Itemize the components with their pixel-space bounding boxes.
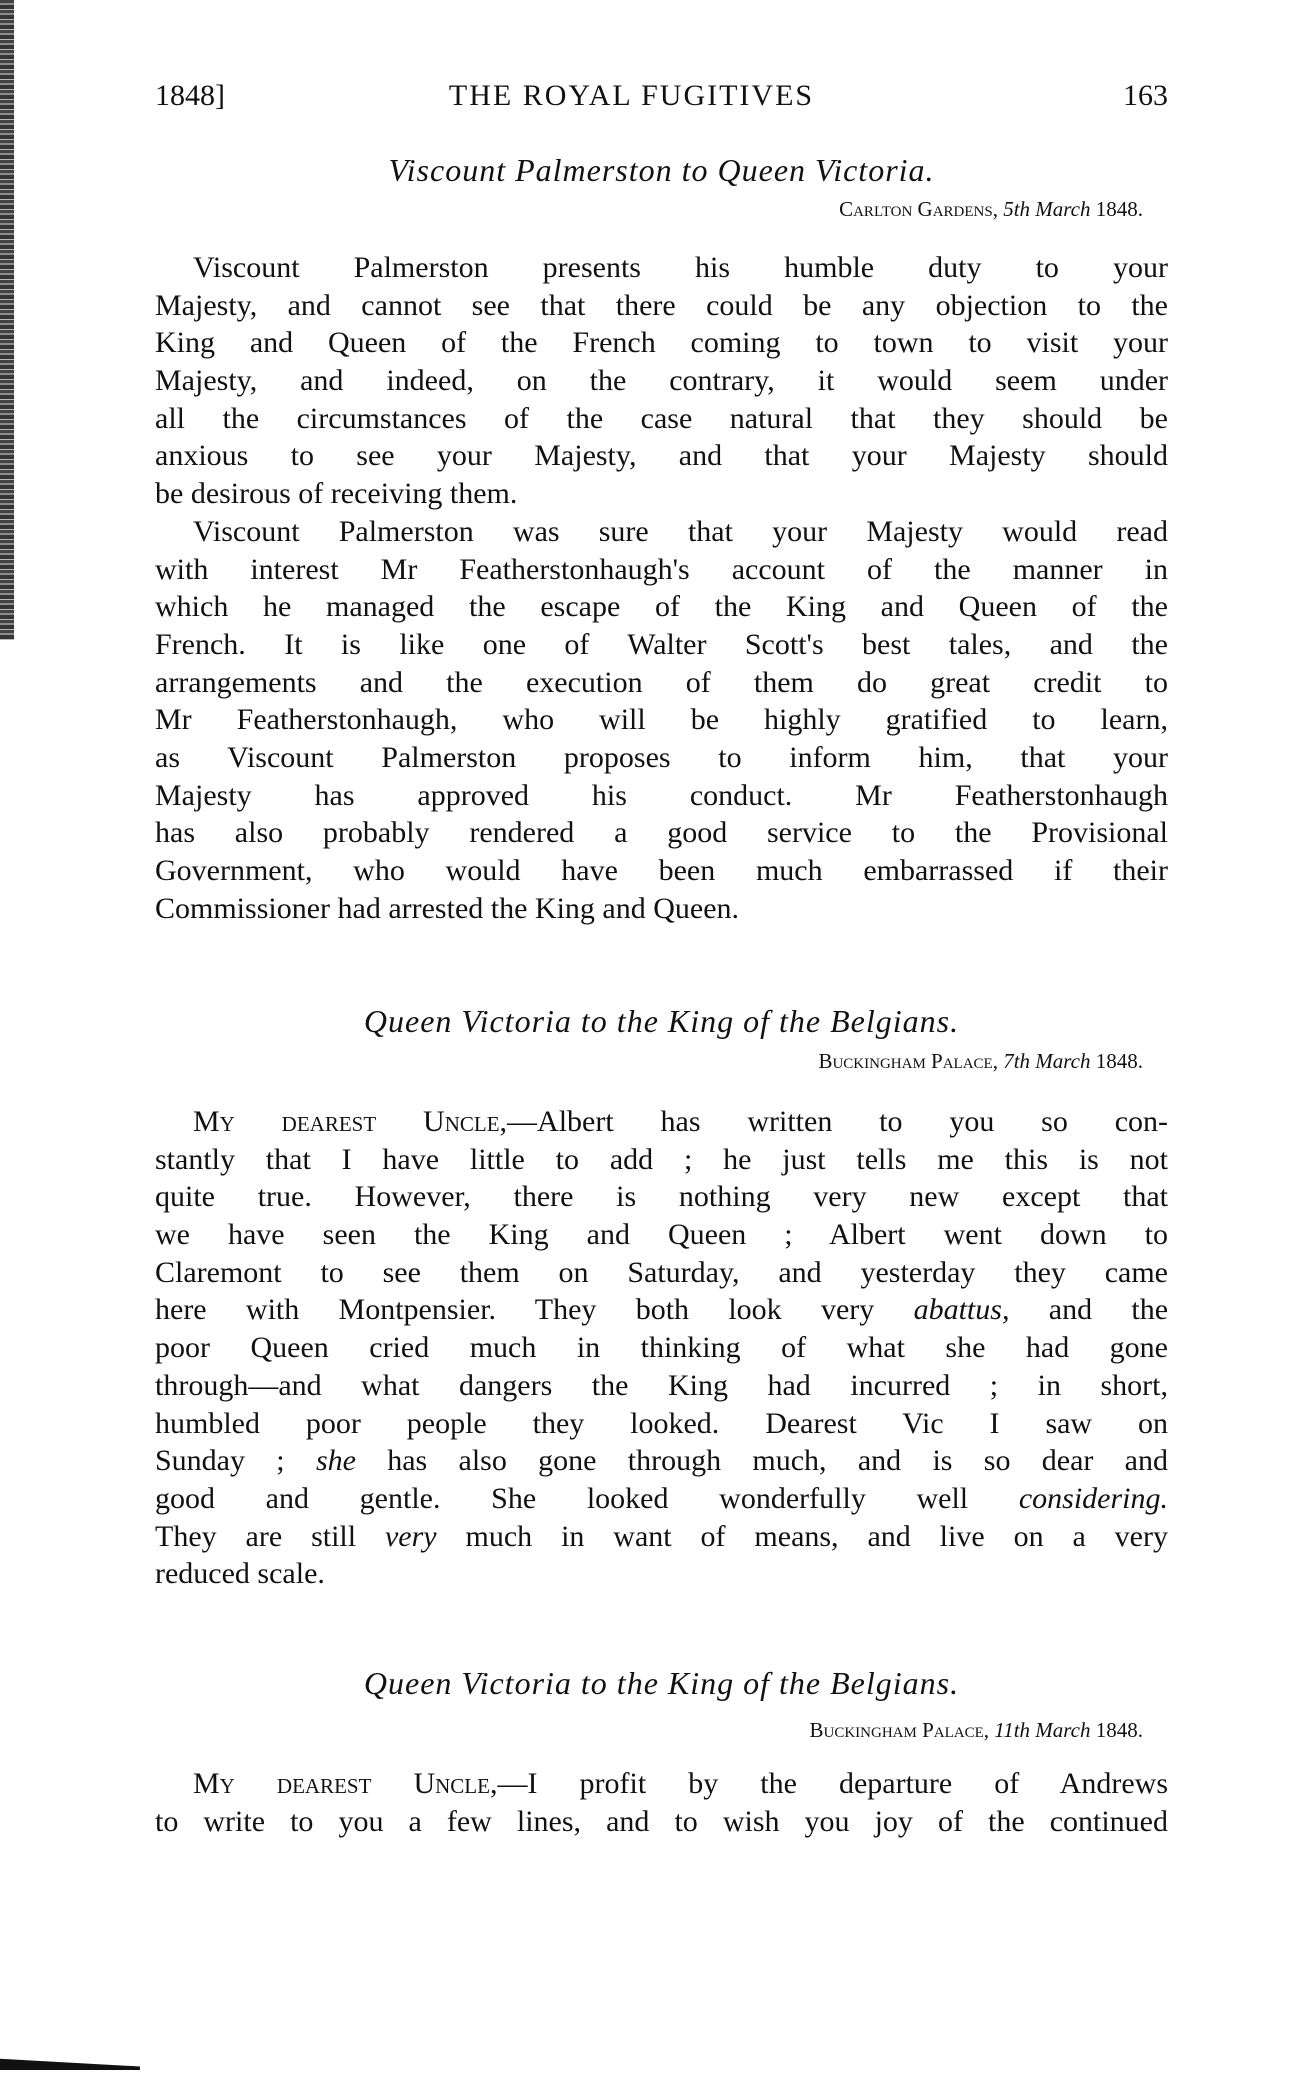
text-line — [155, 739, 1168, 777]
text-segment: Viscount Palmerston presents his humble duty to your — [193, 251, 1168, 284]
text-segment: here with Montpensier. They both look very — [155, 1293, 914, 1327]
text-segment: reduced scale. — [155, 1557, 325, 1591]
text-segment: Government, who would have been much embarrassed if their — [155, 854, 1168, 887]
text-line — [155, 1291, 1168, 1329]
text-segment: Mr Featherstonhaugh, who will be highly gratified to learn, — [155, 703, 1168, 737]
dateline-place: Buckingham Palace, — [809, 1718, 990, 1742]
text-segment: poor Queen cried much in thinking of what she had gone — [155, 1331, 1168, 1365]
text-line — [155, 362, 1168, 400]
text-segment: anxious to see your Majesty, and that your Majesty should — [155, 439, 1168, 473]
text-line — [155, 626, 1168, 664]
text-line — [155, 814, 1168, 852]
text-segment: be desirous of receiving them. — [155, 477, 518, 511]
text-line — [155, 852, 1168, 890]
text-segment: with interest Mr Featherstonhaugh's account of the manner in — [155, 552, 1168, 586]
letter-dateline — [155, 1717, 1143, 1743]
page-number: 163 — [1123, 79, 1168, 112]
text-segment: as Viscount Palmerston proposes to inform him, that your — [155, 740, 1168, 774]
text-line — [155, 1555, 1168, 1593]
italic-text: considering. — [1018, 1481, 1168, 1515]
text-segment: Sunday ; — [155, 1444, 316, 1478]
text-line — [155, 400, 1168, 438]
italic-text: very — [384, 1519, 437, 1553]
text-line — [155, 1178, 1168, 1216]
text-line — [155, 1329, 1168, 1367]
text-line — [155, 1141, 1168, 1179]
text-line — [155, 551, 1168, 589]
text-segment: They are still — [155, 1519, 385, 1553]
text-segment: much in want of means, and live on a very — [436, 1519, 1168, 1553]
text-line — [155, 1254, 1168, 1292]
text-segment: to write to you a few lines, and to wish you joy of the continued — [155, 1804, 1168, 1838]
text-line — [155, 1367, 1168, 1405]
dateline-day: 5th March — [1003, 197, 1091, 221]
text-line — [155, 1480, 1168, 1518]
text-line — [155, 1518, 1168, 1556]
text-line — [155, 1442, 1168, 1480]
dateline-day: 11th March — [994, 1718, 1091, 1742]
text-segment: French. It is like one of Walter Scott's best tales, and the — [155, 627, 1168, 661]
dateline-place: Buckingham Palace, — [818, 1049, 998, 1073]
text-line — [155, 437, 1168, 475]
text-segment: all the circumstances of the case natural that they should be — [155, 401, 1168, 435]
running-header — [155, 76, 1168, 116]
text-segment: we have seen the King and Queen ; Albert went down to — [155, 1218, 1168, 1252]
text-line — [155, 287, 1168, 325]
text-segment: good and gentle. She looked wonderfully well — [155, 1481, 1019, 1515]
dateline-place: Carlton Gardens, — [839, 197, 998, 221]
text-segment: humbled poor people they looked. Dearest Vic I saw on — [155, 1406, 1168, 1440]
text-line — [155, 1103, 1168, 1141]
text-line — [155, 475, 1168, 513]
text-segment: stantly that I have little to add ; he just tells me this is not — [155, 1142, 1168, 1176]
letter-body — [155, 1103, 1168, 1593]
text-segment: and the — [1009, 1293, 1169, 1327]
letter-dateline — [155, 196, 1143, 222]
dateline-year: 1848. — [1095, 197, 1143, 221]
text-line — [155, 1405, 1168, 1443]
dateline-day: 7th March — [1003, 1049, 1091, 1073]
page-edge-shadow — [0, 0, 14, 640]
text-line — [155, 1803, 1168, 1841]
text-line — [155, 1765, 1168, 1803]
text-segment: through—and what dangers the King had incurred ; in short, — [155, 1368, 1168, 1402]
italic-text: abattus, — [913, 1293, 1010, 1327]
text-line — [155, 777, 1168, 815]
text-segment: Majesty, and indeed, on the contrary, it would seem under — [155, 364, 1168, 398]
running-title: THE ROYAL FUGITIVES — [448, 79, 815, 112]
text-segment: Majesty, and cannot see that there could be any objection to the — [155, 288, 1168, 322]
text-segment: —I profit by the departure of Andrews — [497, 1767, 1168, 1800]
text-segment: Majesty has approved his conduct. Mr Featherstonhaugh — [155, 778, 1168, 812]
salutation: My dearest Uncle, — [193, 1767, 498, 1800]
text-segment: Claremont to see them on Saturday, and yesterday they came — [155, 1255, 1168, 1289]
text-segment: Viscount Palmerston was sure that your Majesty would read — [193, 514, 1168, 548]
letter-dateline — [155, 1048, 1143, 1074]
letter-title: Queen Victoria to the King of the Belgians. — [363, 1665, 960, 1701]
text-line — [155, 701, 1168, 739]
text-segment: King and Queen of the French coming to town to visit your — [155, 326, 1168, 360]
text-segment: which he managed the escape of the King and Queen of the — [155, 590, 1168, 624]
text-segment: —Albert has written to you so con- — [507, 1105, 1169, 1138]
header-year: 1848] — [155, 79, 225, 112]
text-segment: has also probably rendered a good service to the Provisional — [155, 816, 1168, 850]
text-segment: quite true. However, there is nothing very new except that — [155, 1180, 1168, 1214]
text-segment: Commissioner had arrested the King and Queen. — [155, 891, 740, 925]
text-line — [155, 1216, 1168, 1254]
salutation: My dearest Uncle, — [193, 1105, 508, 1138]
text-line — [155, 249, 1168, 287]
letter-title: Queen Victoria to the King of the Belgians. — [363, 1003, 960, 1039]
text-line — [155, 890, 1168, 928]
dateline-year: 1848. — [1095, 1049, 1143, 1073]
italic-text: she — [315, 1444, 356, 1478]
text-segment: arrangements and the execution of them do great credit to — [155, 665, 1168, 699]
text-line — [155, 324, 1168, 362]
dateline-year: 1848. — [1095, 1718, 1143, 1742]
letter-body — [155, 249, 1168, 927]
scan-artifact — [0, 2056, 140, 2070]
text-line — [155, 513, 1168, 551]
letter-body — [155, 1765, 1168, 1840]
letter-title: Viscount Palmerston to Queen Victoria. — [388, 152, 935, 188]
text-segment: has also gone through much, and is so dear and — [355, 1444, 1168, 1478]
text-line — [155, 588, 1168, 626]
text-line — [155, 664, 1168, 702]
